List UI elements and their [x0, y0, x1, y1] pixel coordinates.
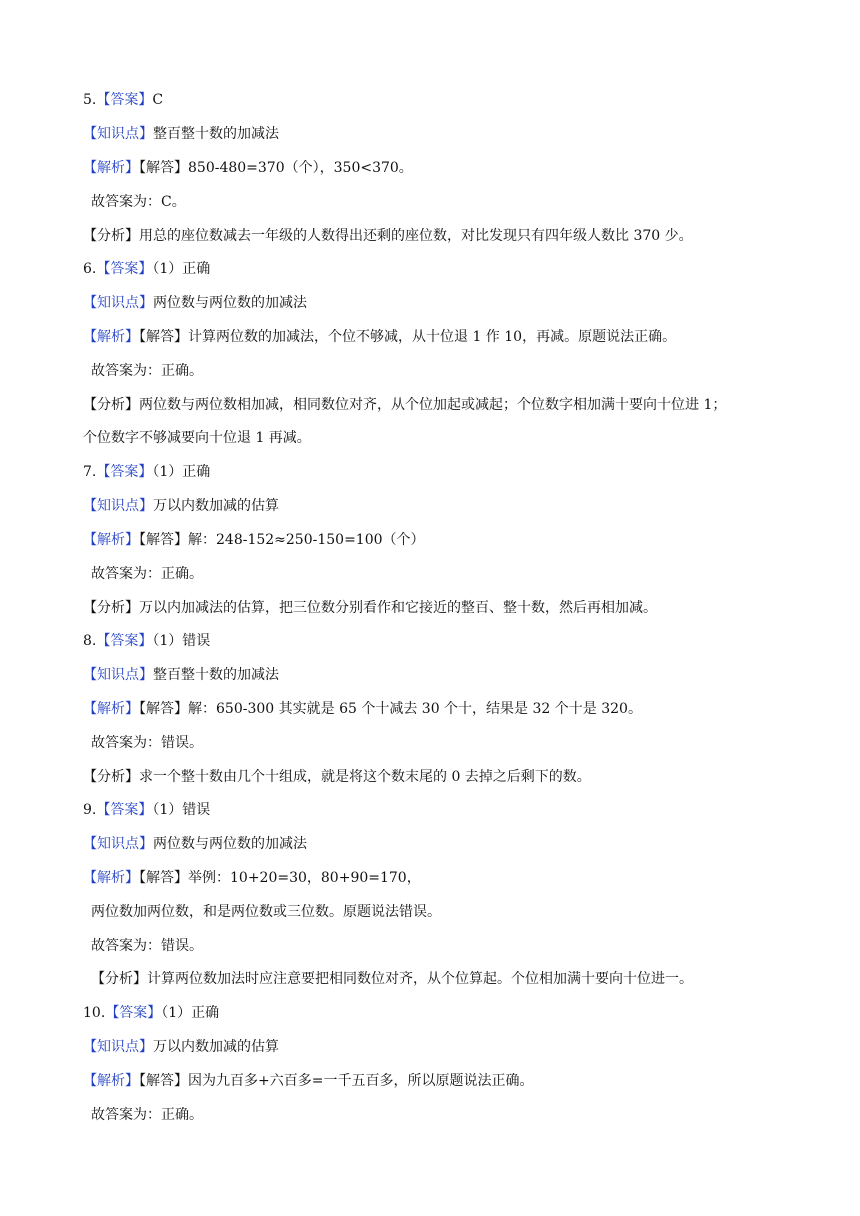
solution-tag: 【解答】 — [139, 870, 188, 886]
item-7-conclusion: 故答案为：正确。 — [91, 566, 203, 582]
item-9-fenxi: 【分析】计算两位数加法时应注意要把相同数位对齐，从个位算起。个位相加满十要向十位进一。 — [91, 971, 693, 987]
knowledge-tag: 知识点 — [97, 295, 139, 311]
knowledge-point: 整百整十数的加减法 — [153, 667, 279, 683]
item-8-analysis-line: 【解析】【解答】解：650-300 其实就是 65 个十减去 30 个十，结果是 32 个十是 320。 — [83, 701, 642, 717]
item-9-analysis-line: 【解析】【解答】举例：10+20=30，80+90=170， — [83, 870, 421, 886]
item-7-fenxi: 【分析】万以内加减法的估算，把三位数分别看作和它接近的整百、整十数，然后再相加减。 — [83, 600, 657, 616]
item-number: 9. — [83, 802, 97, 818]
item-7-analysis-line: 【解析】【解答】解：248-152≈250-150=100（个） — [83, 532, 425, 548]
item-number: 10. — [83, 1005, 106, 1021]
answer-tag: 答案 — [110, 802, 139, 818]
item-number: 8. — [83, 633, 97, 649]
item-10-knowledge-line: 【知识点】万以内数加减的估算 — [83, 1039, 279, 1055]
solution-tag: 【解答】 — [139, 160, 188, 176]
knowledge-point: 两位数与两位数的加减法 — [153, 295, 307, 311]
item-9-analysis-cont: 两位数加两位数，和是两位数或三位数。原题说法错误。 — [91, 904, 441, 920]
knowledge-point: 两位数与两位数的加减法 — [153, 836, 307, 852]
item-8-answer-line: 8.【答案】（1）错误 — [83, 633, 211, 649]
answer-value: （1）错误 — [152, 802, 211, 818]
analysis-tag: 解析 — [97, 532, 125, 548]
knowledge-tag: 知识点 — [97, 667, 139, 683]
item-number: 6. — [83, 261, 97, 277]
item-9-answer-line: 9.【答案】（1）错误 — [83, 802, 211, 818]
answer-tag: 答案 — [110, 261, 139, 277]
item-number: 5. — [83, 92, 97, 108]
item-10-conclusion: 故答案为：正确。 — [91, 1107, 203, 1123]
analysis-tag: 解析 — [97, 1073, 125, 1089]
item-8-fenxi: 【分析】求一个整十数由几个十组成，就是将这个数末尾的 0 去掉之后剩下的数。 — [83, 769, 591, 785]
knowledge-point: 整百整十数的加减法 — [153, 126, 279, 142]
item-6-knowledge-line: 【知识点】两位数与两位数的加减法 — [83, 295, 307, 311]
item-10-analysis-line: 【解析】【解答】因为九百多+六百多=一千五百多，所以原题说法正确。 — [83, 1073, 534, 1089]
analysis-text: 因为九百多+六百多=一千五百多，所以原题说法正确。 — [188, 1073, 534, 1089]
item-7-answer-line: 7.【答案】（1）正确 — [83, 464, 211, 480]
item-9-conclusion: 故答案为：错误。 — [91, 938, 203, 954]
item-6-answer-line: 6.【答案】（1）正确 — [83, 261, 211, 277]
analysis-tag: 解析 — [97, 160, 125, 176]
item-6-fenxi: 【分析】两位数与两位数相加减，相同数位对齐，从个位加起或减起；个位数字相加满十要向十位进 1； — [83, 397, 727, 413]
analysis-text: 举例：10+20=30，80+90=170， — [188, 870, 421, 886]
answer-value: （1）正确 — [152, 464, 211, 480]
answer-value: （1）正确 — [161, 1005, 220, 1021]
item-5-conclusion: 故答案为：C。 — [91, 194, 186, 210]
answer-tag: 答案 — [110, 92, 139, 108]
answer-value: （1）正确 — [152, 261, 211, 277]
knowledge-tag: 知识点 — [97, 1039, 139, 1055]
item-5-answer-line: 5.【答案】C — [83, 92, 164, 108]
item-10-answer-line: 10.【答案】（1）正确 — [83, 1005, 220, 1021]
item-6-conclusion: 故答案为：正确。 — [91, 363, 203, 379]
analysis-tag: 解析 — [97, 701, 125, 717]
item-9-knowledge-line: 【知识点】两位数与两位数的加减法 — [83, 836, 307, 852]
item-5-knowledge-line: 【知识点】整百整十数的加减法 — [83, 126, 279, 142]
analysis-tag: 解析 — [97, 870, 125, 886]
answer-value: （1）错误 — [152, 633, 211, 649]
answer-tag: 答案 — [110, 633, 139, 649]
item-6-analysis-line: 【解析】【解答】计算两位数的加减法，个位不够减，从十位退 1 作 10，再减。原题说法正确。 — [83, 329, 677, 345]
solution-tag: 【解答】 — [139, 329, 188, 345]
knowledge-point: 万以内数加减的估算 — [153, 1039, 279, 1055]
item-8-knowledge-line: 【知识点】整百整十数的加减法 — [83, 667, 279, 683]
answer-tag: 答案 — [119, 1005, 148, 1021]
solution-tag: 【解答】 — [139, 532, 188, 548]
analysis-text: 计算两位数的加减法，个位不够减，从十位退 1 作 10，再减。原题说法正确。 — [188, 329, 677, 345]
answer-tag: 答案 — [110, 464, 139, 480]
item-number: 7. — [83, 464, 97, 480]
knowledge-tag: 知识点 — [97, 836, 139, 852]
analysis-tag: 解析 — [97, 329, 125, 345]
analysis-text: 850-480=370（个），350<370。 — [188, 160, 413, 176]
item-8-conclusion: 故答案为：错误。 — [91, 735, 203, 751]
item-6-fenxi-cont: 个位数字不够减要向十位退 1 再减。 — [83, 430, 311, 446]
solution-tag: 【解答】 — [139, 1073, 188, 1089]
analysis-text: 解：650-300 其实就是 65 个十减去 30 个十，结果是 32 个十是 320。 — [188, 701, 642, 717]
knowledge-tag: 知识点 — [97, 126, 139, 142]
solution-tag: 【解答】 — [139, 701, 188, 717]
analysis-text: 解：248-152≈250-150=100（个） — [188, 532, 425, 548]
answer-value: C — [152, 92, 164, 108]
knowledge-point: 万以内数加减的估算 — [153, 498, 279, 514]
knowledge-tag: 知识点 — [97, 498, 139, 514]
item-5-analysis-line: 【解析】【解答】850-480=370（个），350<370。 — [83, 160, 413, 176]
item-7-knowledge-line: 【知识点】万以内数加减的估算 — [83, 498, 279, 514]
item-5-fenxi: 【分析】用总的座位数减去一年级的人数得出还剩的座位数，对比发现只有四年级人数比 370 少。 — [83, 228, 693, 244]
